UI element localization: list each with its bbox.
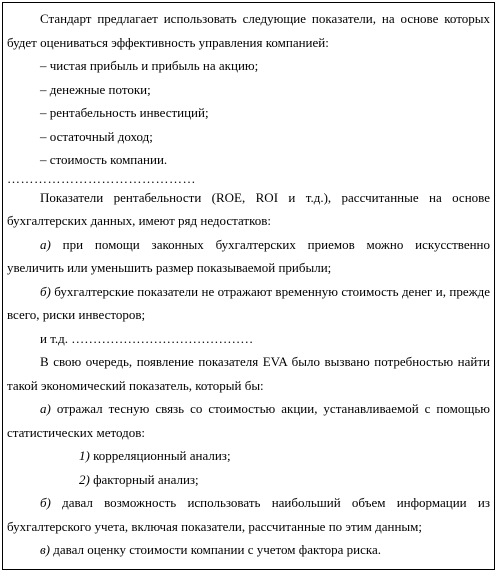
eva-sub-item <box>7 444 490 468</box>
list-marker: а) <box>40 401 51 416</box>
list-text: корреляционный анализ; <box>89 448 231 463</box>
indicator-item: – чистая прибыль и прибыль на акцию; <box>40 58 259 73</box>
list-marker: б) <box>40 495 51 510</box>
etc-line: и т.д. …………………………………… <box>40 330 254 346</box>
indicator-item: – стоимость компании. <box>40 152 168 167</box>
eva-sub-item <box>7 468 490 492</box>
drawback-item <box>7 280 490 327</box>
drawbacks-intro: Показатели рентабельности (ROE, ROI и т.д.), рассчитанные на основе бухгалтерских данных, имеют ряд недостатков: <box>7 189 490 228</box>
eva-intro: В свою очередь, появление показателя EVA было вызвано потребностью найти такой экономический показатель, который бы: <box>7 354 490 393</box>
indicator-item: – рентабельность инвестиций; <box>40 105 209 120</box>
indicator-item: – денежные потоки; <box>40 81 151 97</box>
list-marker: б) <box>40 283 51 299</box>
list-marker: 1) <box>79 448 90 463</box>
list-text: давал возможность использовать наибольший объем информации из бухгалтерского учета, включая показатели, рассчитанные по этим данным; <box>7 495 490 534</box>
list-marker: а) <box>40 236 51 252</box>
document-frame <box>2 2 495 570</box>
intro-paragraph: Стандарт предлагает использовать следующие показатели, на основе которых будет оцениваться эффективность управления компанией: <box>7 11 490 50</box>
ellipsis-line: …………………………………… <box>7 171 196 186</box>
list-text: отражал тесную связь со стоимостью акции, устанавливаемой с помощью статистических методов: <box>7 401 490 440</box>
list-marker: 2) <box>79 471 90 487</box>
list-text: давал оценку стоимости компании с учетом фактора риска. <box>49 542 382 557</box>
list-text: бухгалтерские показатели не отражают временную стоимость денег и, прежде всего, риски инвесторов; <box>7 283 490 322</box>
drawback-item <box>7 233 490 280</box>
eva-point-c <box>7 538 490 562</box>
list-marker: в) <box>40 542 50 557</box>
eva-point-a <box>7 397 490 444</box>
list-text: при помощи законных бухгалтерских приемов можно искусственно увеличить или уменьшить размер показываемой прибыли; <box>7 236 490 275</box>
list-text: факторный анализ; <box>89 471 199 487</box>
eva-point-b <box>7 491 490 538</box>
indicator-item: – остаточный доход; <box>40 128 153 144</box>
